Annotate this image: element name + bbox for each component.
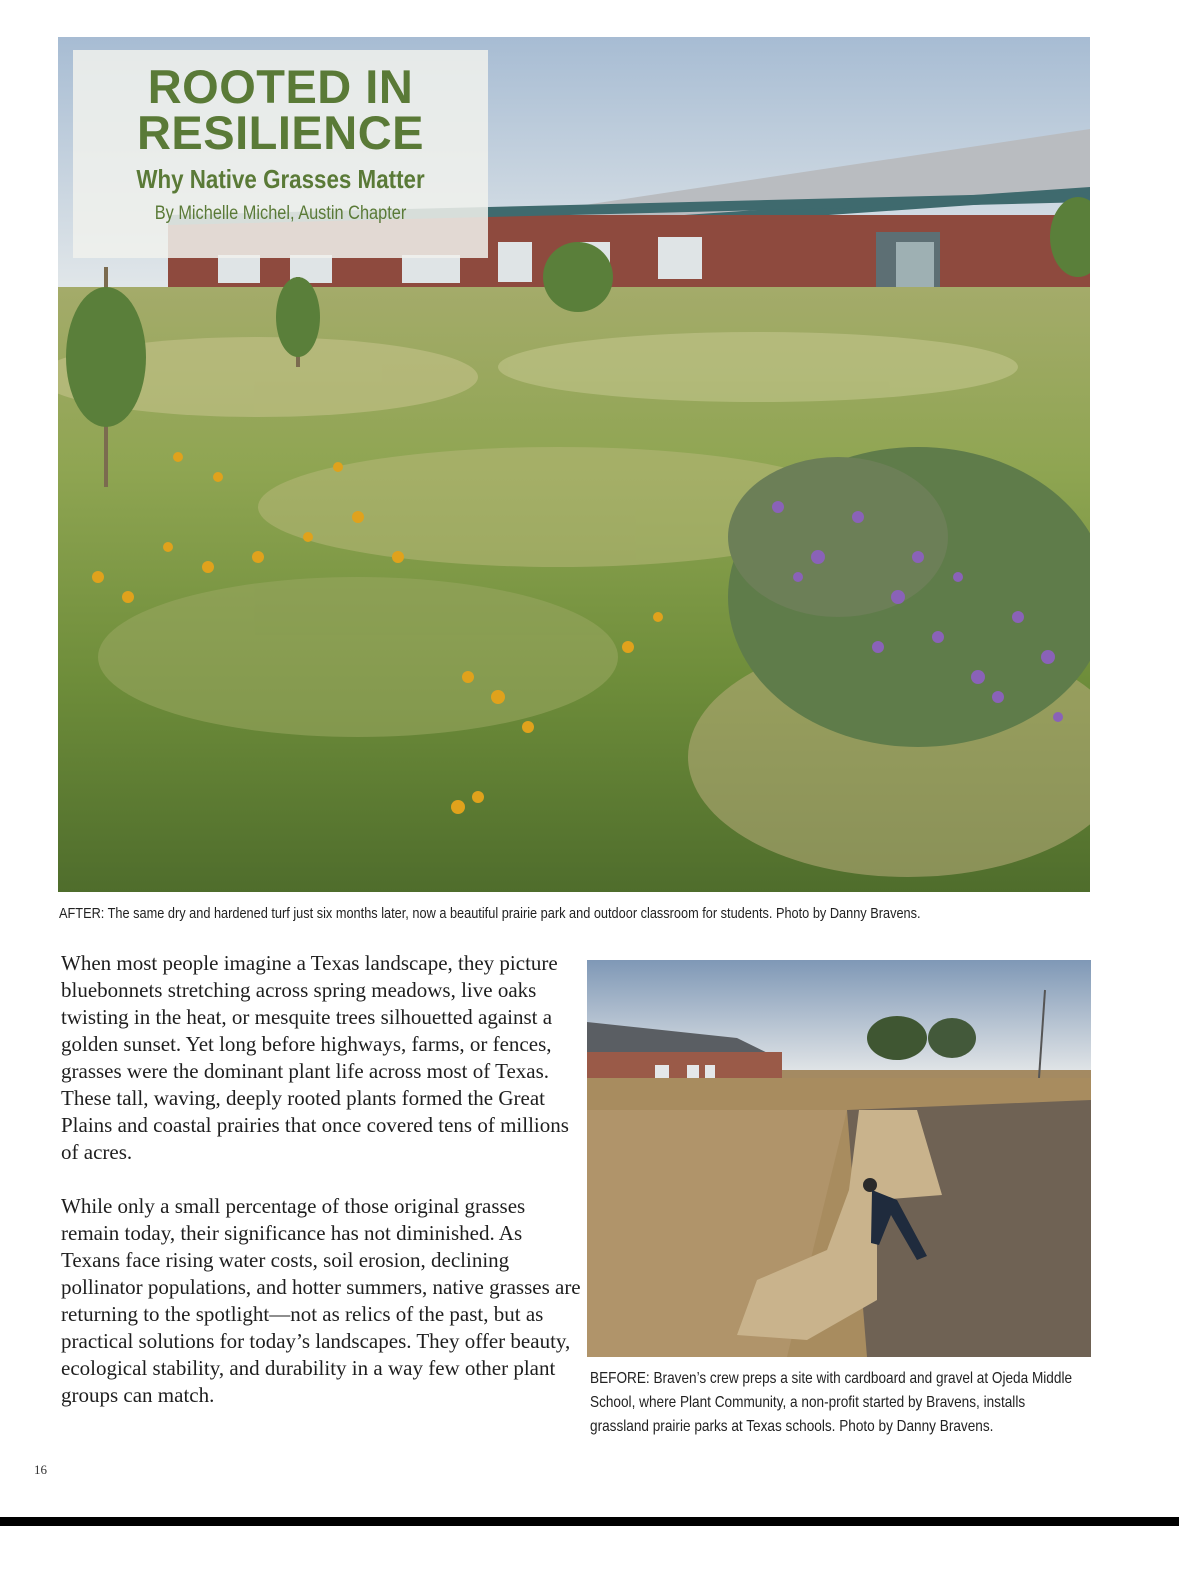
article-title: ROOTED IN RESILIENCE	[136, 60, 425, 159]
article-subtitle: Why Native Grasses Matter	[136, 164, 425, 194]
body-paragraph-1: When most people imagine a Texas landscape, they picture bluebonnets stretching across spring meadows, live oaks twisting in the heat, or mesquite trees silhouetted against a golden sunset. Yet long before highways, farms, or fences, grasses were the dominant plant life across most of Texas. These tall, waving, deeply rooted plants formed the Great Plains and coastal prairies that once covered tens of millions of acres.	[61, 951, 569, 1164]
before-photo	[587, 960, 1091, 1357]
page-number: 16	[34, 1462, 47, 1477]
construction-site-illustration	[587, 960, 1091, 1357]
article-byline: By Michelle Michel, Austin Chapter	[154, 203, 407, 224]
hero-caption: AFTER: The same dry and hardened turf just six months later, now a beautiful prairie park and outdoor classroom for students. Photo by Danny Bravens.	[59, 905, 921, 922]
body-paragraph-2: While only a small percentage of those original grasses remain today, their significance has not diminished. As Texans face rising water costs, soil erosion, declining pollinator populations, and hotter summers, native grasses are returning to the spotlight—not as relics of the past, but as practical solutions for today’s landscapes. They offer beauty, ecological stability, and durability in a way few other plant groups can match.	[61, 1194, 581, 1407]
page-bottom-border	[0, 1517, 1179, 1526]
title-box	[73, 50, 488, 258]
before-caption: BEFORE: Braven’s crew preps a site with cardboard and gravel at Ojeda Middle School, where Plant Community, a non-profit started by Bravens, installs grassland prairie parks at Texas schools. Photo by Danny Bravens.	[590, 1370, 1073, 1435]
